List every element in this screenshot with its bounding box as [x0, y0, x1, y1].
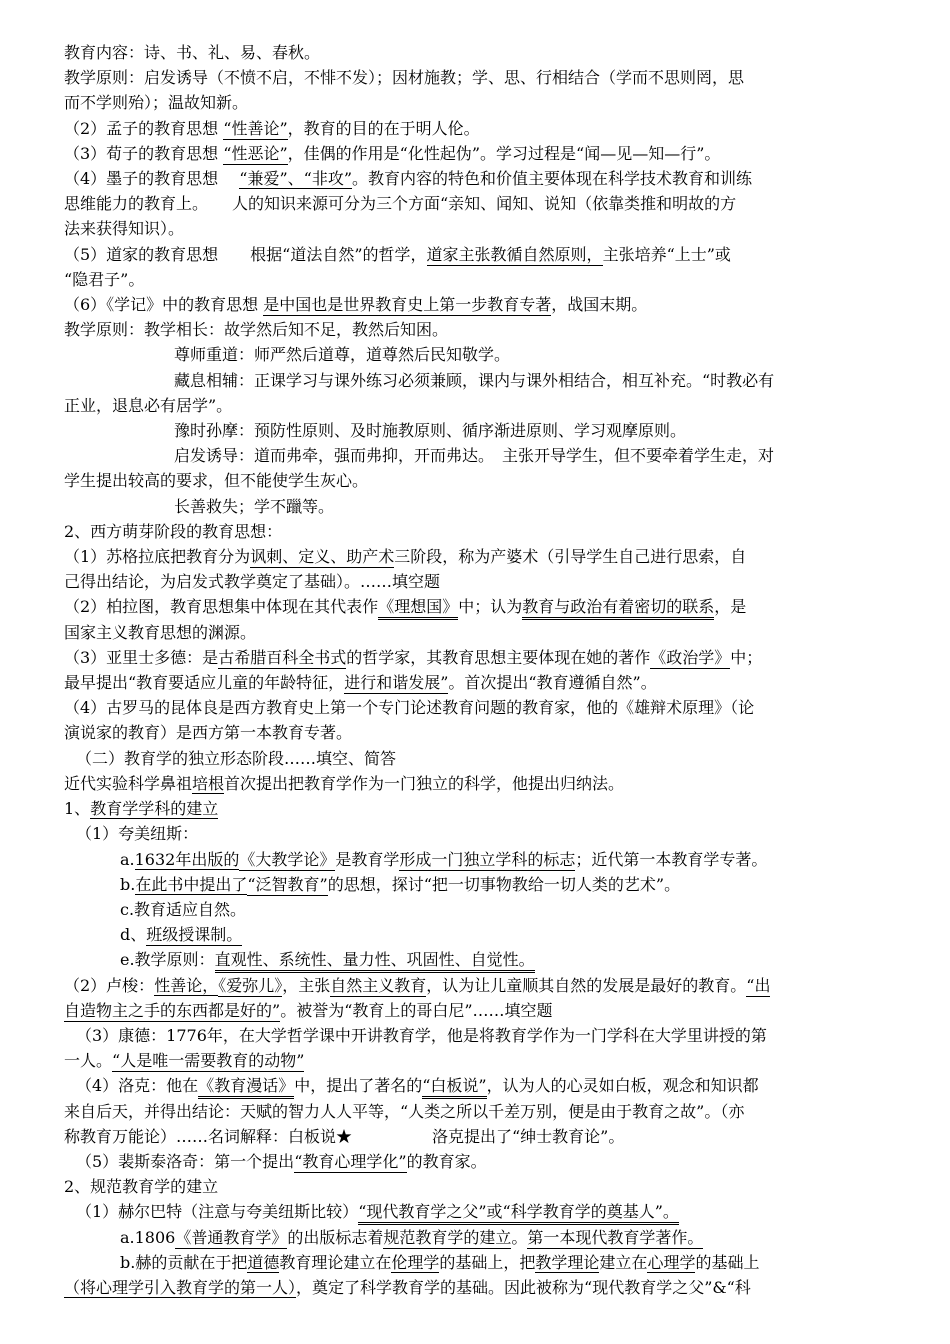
text-run: （2）柏拉图，教育思想集中体现在其代表作: [64, 597, 379, 617]
text-run: （3）亚里士多德：是: [64, 647, 219, 667]
text-run: 教学原则：教学相长：故学然后知不足，教然后知困。: [64, 320, 449, 340]
text-line: [64, 796, 886, 821]
underlined-text: “现代教育学之父”或“科学教育学的奠基人”。: [358, 1202, 679, 1224]
text-run: “隐君子”。: [64, 269, 145, 289]
text-run: 三阶段，称为产婆术（引导学生自己进行思索，自: [394, 547, 747, 567]
text-run: ，战国末期。: [551, 295, 648, 315]
text-line: [64, 947, 886, 972]
text-line: [64, 544, 886, 569]
text-run: a.: [120, 849, 135, 869]
text-run: 长善救失；学不躐等。: [174, 496, 335, 516]
underlined-text: （将心理学引入教育学的第一人）: [64, 1277, 297, 1297]
text-run: 2、规范教育学的建立: [64, 1177, 219, 1197]
underlined-text: “泛智教育”: [247, 875, 327, 897]
text-line: [64, 1174, 886, 1199]
text-line: [64, 847, 886, 872]
text-run: 1、: [64, 799, 91, 819]
text-line: [64, 1149, 886, 1174]
text-run: 称教育万能论）……名词解释：白板说★ 洛克提出了“绅士教育论”。: [64, 1126, 625, 1146]
text-run: 的出版标志着: [287, 1227, 384, 1247]
text-run: b.赫的贡献在于把: [120, 1252, 248, 1272]
text-line: [64, 242, 886, 267]
underlined-text: 讽刺、定义、助产术: [250, 547, 394, 569]
text-line: [64, 393, 886, 418]
text-run: 来自后天，并得出结论：天赋的智力人人平等，“人类之所以千差万别，便是由于教育之故”。（亦: [64, 1101, 745, 1121]
text-line: [64, 166, 886, 191]
text-run: 尊师重道：师严然后道尊，道尊然后民知敬学。: [174, 345, 511, 365]
underlined-text: 道德: [247, 1252, 280, 1272]
text-run: 近代实验科学鼻祖: [64, 773, 193, 793]
text-run: ；近代第一本教育学专著。: [575, 849, 768, 869]
text-run: 的教育家。: [406, 1151, 487, 1171]
text-run: ，主张: [282, 975, 331, 995]
text-line: [64, 620, 886, 645]
text-line: [64, 897, 886, 922]
text-run: （3）康德：1776年，在大学哲学课中开讲教育学，他是将教育学作为一门学科在大学里讲授的第: [76, 1025, 767, 1045]
text-line: [64, 1250, 886, 1275]
underlined-text: 1632年出版的: [134, 849, 240, 869]
text-line: [64, 368, 886, 393]
text-run: 豫时孙摩：预防性原则、及时施教原则、循序渐进原则、学习观摩原则。: [174, 421, 687, 441]
text-line: [64, 569, 886, 594]
text-run: （2）孟子的教育思想: [64, 118, 224, 138]
text-line: [64, 645, 886, 670]
text-run: （3）荀子的教育思想: [64, 143, 224, 163]
underlined-text: “人是唯一需要教育的动物”: [112, 1051, 304, 1073]
text-run: 法来获得知识）。: [64, 219, 185, 239]
text-line: [64, 443, 886, 468]
underlined-text: 规范教育学的建立: [383, 1228, 511, 1250]
text-run: b.: [120, 874, 136, 894]
text-run: d、: [120, 925, 147, 945]
text-run: 藏息相辅：正课学习与课外练习必须兼顾，课内与课外相结合，相互补充。“时教必有: [174, 370, 775, 390]
text-line: [64, 317, 886, 342]
underlined-text: “性恶论”: [223, 144, 287, 166]
underlined-text: 《政治学》: [650, 648, 730, 670]
underlined-text: “出: [746, 976, 770, 998]
underlined-text: “性善论”: [223, 119, 287, 141]
text-line: [64, 746, 886, 771]
text-line: [64, 418, 886, 443]
text-line: [64, 1225, 886, 1250]
underlined-text: 是中国也是世界教育史上第一步教育专著: [263, 295, 551, 317]
underlined-text: 自造物主之手的东西都是好的”: [64, 1001, 280, 1023]
text-run: 教育理论建立在: [279, 1252, 392, 1272]
text-run: 演说家的教育）是西方第一本教育专著。: [64, 723, 353, 743]
text-run: 而不学则殆）；温故知新。: [64, 93, 249, 113]
underlined-text: 伦理学: [391, 1252, 440, 1272]
text-line: [64, 1048, 886, 1073]
text-line: [64, 494, 886, 519]
text-run: 的基础上，把: [439, 1252, 536, 1272]
underlined-text: 《教育漫话》: [198, 1076, 294, 1098]
text-run: （1）夸美纽斯：: [76, 824, 199, 844]
underlined-text: 教育学学科的建立: [90, 799, 219, 819]
text-line: [64, 1073, 886, 1098]
underlined-text: 第一本现代教育学著作。: [527, 1228, 703, 1250]
text-run: （6）《学记》中的教育思想: [64, 295, 264, 315]
underlined-text: 教学理论: [535, 1252, 600, 1272]
text-line: [64, 65, 886, 90]
text-run: 教育内容：诗、书、礼、易、春秋。: [64, 43, 321, 62]
text-run: 教学原则：启发诱导（不愤不启，不悱不发）；因材施教；学、思、行相结合（学而不思则罔，思: [64, 68, 745, 88]
underlined-text: 形成一门独立学科的标志: [399, 850, 575, 872]
text-run: 国家主义教育思想的渊源。: [64, 622, 257, 642]
text-line: [64, 519, 886, 544]
underlined-text: 《理想国》: [378, 597, 458, 619]
text-line: [64, 1124, 886, 1149]
text-line: [64, 720, 886, 745]
text-line: [64, 90, 886, 115]
underlined-text: 心理学: [647, 1252, 696, 1272]
text-line: [64, 594, 886, 619]
underlined-text: 培根: [192, 773, 225, 793]
text-run: 。教育内容的特色和价值主要体现在科学技术教育和训练: [352, 169, 753, 189]
text-run: 中，提出了著名的: [294, 1076, 423, 1096]
text-run: 。被誉为“教育上的哥白尼”……填空题: [280, 1000, 553, 1020]
text-run: （2）卢梭：: [64, 975, 155, 995]
text-run: 中；认为: [458, 597, 523, 617]
text-run: ，认为人的心灵如白板，观念和知识都: [486, 1076, 759, 1096]
text-run: （5）道家的教育思想 根据“道法自然”的哲学，: [64, 244, 427, 264]
text-run: （1）赫尔巴特（注意与夸美纽斯比较）: [76, 1202, 359, 1222]
text-run: （4）墨子的教育思想: [64, 169, 240, 189]
text-run: 2、西方萌芽阶段的教育思想：: [64, 521, 283, 541]
text-run: 建立在: [599, 1252, 648, 1272]
underlined-text: “兼爱”、“非攻”: [239, 169, 353, 189]
text-run: 。首次提出“教育遵循自然”。: [448, 673, 657, 693]
text-run: 学生提出较高的要求，但不能使学生灰心。: [64, 471, 369, 491]
text-run: （4）洛克：他在: [76, 1076, 199, 1096]
text-run: （4）古罗马的昆体良是西方教育史上第一个专门论述教育问题的教育家，他的《雄辩术原理》（论: [64, 698, 755, 718]
text-run: 思维能力的教育上。 人的知识来源可分为三个方面“亲知、闻知、说知（依靠类推和明故的方: [64, 194, 737, 214]
underlined-text: 进行和谐发展”: [344, 673, 448, 695]
underlined-text: 班级授课制。: [146, 925, 242, 947]
text-run: 的基础上: [695, 1252, 760, 1272]
underlined-text: “教育心理学化”: [294, 1152, 406, 1174]
underlined-text: 性善论，: [154, 975, 219, 995]
text-run: 启发诱导：道而弗牵，强而弗抑，开而弗达。 主张开导学生，但不要牵着学生走，对: [174, 446, 775, 466]
text-line: [64, 922, 886, 947]
text-line: [64, 1275, 886, 1300]
text-run: 。: [511, 1227, 528, 1247]
text-line: [64, 973, 886, 998]
text-run: 首次提出把教育学作为一门独立的科学，他提出归纳法。: [224, 773, 625, 793]
text-run: e.教学原则：: [120, 950, 215, 970]
underlined-text: 在此书中提出了: [135, 874, 248, 894]
text-run: ，奠定了科学教育学的基础。因此被称为“现代教育学之父”&“科: [296, 1277, 751, 1297]
text-line: [64, 1199, 886, 1224]
underlined-text: “白板说”: [422, 1076, 486, 1098]
text-run: 正业，退息必有居学”。: [64, 395, 233, 415]
underlined-text: 《普通教育学》: [175, 1228, 287, 1250]
underlined-text: 直观性、系统性、量力性、巩固性、自觉性。: [215, 950, 535, 972]
text-run: c.教育适应自然。: [120, 899, 247, 919]
text-run: （二）教育学的独立形态阶段……填空、简答: [76, 748, 397, 768]
underlined-text: 《大教学论》: [239, 850, 335, 872]
text-line: [64, 116, 886, 141]
text-line: [64, 872, 886, 897]
text-run: 的哲学家，其教育思想主要体现在她的著作: [346, 647, 651, 667]
text-line: [64, 267, 886, 292]
text-line: [64, 821, 886, 846]
text-run: 的思想，探讨“把一切事物教给一切人类的艺术”。: [327, 874, 681, 894]
text-line: [64, 468, 886, 493]
text-run: ，是: [714, 597, 747, 617]
text-run: a.1806: [120, 1227, 176, 1247]
text-line: [64, 695, 886, 720]
text-run: 己得出结论，为启发式教学奠定了基础）。……填空题: [64, 572, 441, 592]
text-line: [64, 292, 886, 317]
text-line: [64, 141, 886, 166]
text-line: [64, 998, 886, 1023]
text-run: （5）裴斯泰洛奇：第一个提出: [76, 1151, 295, 1171]
text-line: [64, 40, 886, 65]
text-run: ，认为让儿童顺其自然的发展是最好的教育。: [426, 975, 747, 995]
text-run: 最早提出“教育要适应儿童的年龄特征，: [64, 673, 345, 693]
underlined-text: 自然主义教育: [330, 976, 426, 998]
underlined-text: 古希腊百科全书式: [218, 648, 346, 670]
text-line: [64, 1099, 886, 1124]
text-line: [64, 191, 886, 216]
underlined-text: 《爱弥儿》: [218, 976, 282, 998]
text-run: 是教育学: [335, 849, 400, 869]
text-run: ，教育的目的在于明人伦。: [287, 118, 480, 138]
underlined-text: 道家主张教循自然原则，: [427, 245, 603, 267]
text-line: [64, 670, 886, 695]
text-run: 一人。: [64, 1051, 113, 1071]
text-run: 主张培养“上士”或: [602, 244, 731, 264]
text-run: 中；: [730, 647, 763, 667]
underlined-text: 教育与政治有着密切的联系: [522, 597, 714, 619]
text-line: [64, 1023, 886, 1048]
text-run: ，佳偶的作用是“化性起伪”。学习过程是“闻—见—知—行”。: [287, 143, 721, 163]
text-run: （1）苏格拉底把教育分为: [64, 547, 251, 567]
text-line: [64, 216, 886, 241]
text-line: [64, 771, 886, 796]
text-line: [64, 342, 886, 367]
